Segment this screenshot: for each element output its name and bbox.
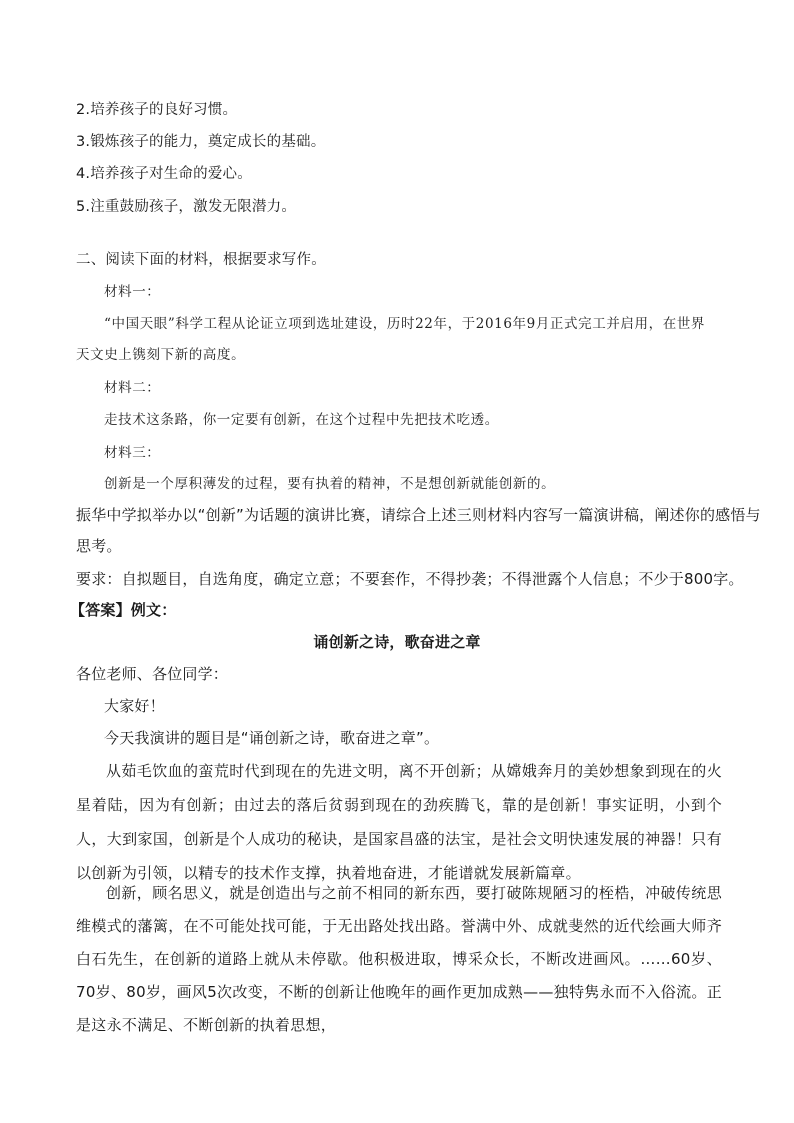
material3-label: 材料三： [104, 445, 161, 461]
greeting: 大家好！ [104, 697, 165, 715]
essay-paragraph-2: 创新，顾名思义，就是创造出与之前不相同的新东西，要打破陈规陋习的桎梏，冲破传统思维模式的藩篱，在不可能处找可能，于无出路处找出路。誉满中外、成就斐然的近代绘画大师齐白石先生，在创新的道路上就从未停歇。他积极进取，博采众长，不断改进画风。……60岁、70岁、80岁，画风5次改变，不断的创新让他晚年的画作更加成熟——独特隽永而不入俗流。正是这永不满足、不断创新的执着思想， [76, 884, 722, 1034]
material1-line1: “中国天眼”科学工程从论证立项到选址建设，历时22年，于2016年9月正式完工并启用，在世界 [104, 316, 706, 332]
intro: 今天我演讲的题目是“诵创新之诗，歌奋进之章”。 [104, 729, 440, 747]
list-item-4: 4.培养孩子对生命的爱心。 [76, 166, 252, 182]
list-item-2: 2.培养孩子的良好习惯。 [76, 102, 238, 118]
writing-prompt-line2: 思考。 [76, 537, 122, 555]
answer-label: 【答案】例文： [70, 601, 177, 619]
list-item-3: 3.锻炼孩子的能力，奠定成长的基础。 [76, 134, 326, 150]
material1-line2: 天文史上镌刻下新的高度。 [76, 347, 246, 363]
material2-text: 走技术这条路，你一定要有创新，在这个过程中先把技术吃透。 [104, 412, 499, 428]
essay-title: 诵创新之诗，歌奋进之章 [313, 633, 481, 651]
material3-text: 创新是一个厚积薄发的过程，要有执着的精神，不是想创新就能创新的。 [104, 476, 556, 492]
list-item-5: 5.注重鼓励孩子，激发无限潜力。 [76, 199, 297, 215]
material2-label: 材料二： [104, 380, 161, 396]
requirements: 要求：自拟题目，自选角度，确定立意；不要套作，不得抄袭；不得泄露个人信息；不少于800字。 [76, 570, 744, 588]
section-heading: 二、阅读下面的材料，根据要求写作。 [76, 252, 326, 268]
salutation: 各位老师、各位同学： [76, 665, 229, 683]
essay-paragraph-1: 从茹毛饮血的蛮荒时代到现在的先进文明，离不开创新；从嫦娥奔月的美妙想象到现在的火星着陆，因为有创新；由过去的落后贫弱到现在的劲疾腾飞，靠的是创新！事实证明，小到个人，大到家国，创新是个人成功的秘诀，是国家昌盛的法宝，是社会文明快速发展的神器！只有以创新为引领，以精专的技术作支撑，执着地奋进，才能谱就发展新篇章。 [76, 762, 722, 882]
material1-label: 材料一： [104, 284, 161, 300]
writing-prompt-line1: 振华中学拟举办以“创新”为话题的演讲比赛，请综合上述三则材料内容写一篇演讲稿，阐述你的感悟与 [76, 506, 761, 524]
